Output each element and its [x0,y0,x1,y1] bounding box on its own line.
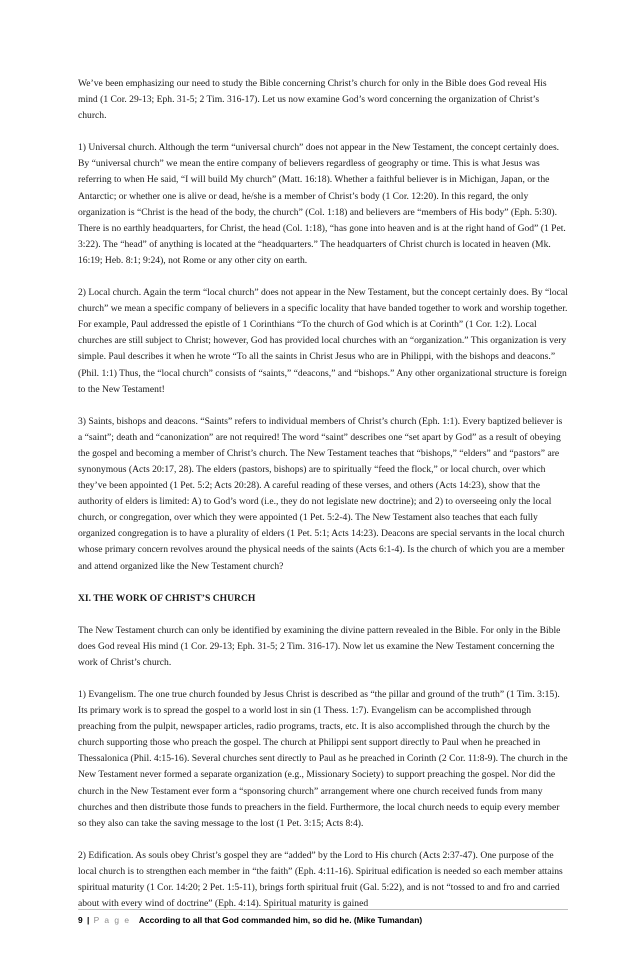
page-label: P a g e [93,915,131,925]
paragraph-edification: 2) Edification. As souls obey Christ’s gospel they are “added” by the Lord to His church (Acts 2:37-47). One purpose of the local church is to strengthen each member in “the faith” (Eph. 4:11-16). Spiritual edification is needed so each member attains spiritual maturity (1 Cor. 14:20; 2 Pet. 1:5-11), brings forth spiritual fruit (Gal. 5:22), and is not “tossed to and fro and carried about with every wind of doctrine” (Eph. 4:14). Spiritual maturity is gained [78,849,563,910]
page-body [78,76,568,928]
paragraph-work-intro: The New Testament church can only be identified by examining the divine pattern revealed in the Bible. For only in the Bible does God reveal His mind (1 Cor. 29-13; Eph. 31-5; 2 Tim. 316-17). Now let us examine the New Testament concerning the work of Christ’s church. [78,624,561,668]
paragraph-saints-bishops-deacons: 3) Saints, bishops and deacons. “Saints” refers to individual members of Christ’s church (Eph. 1:1). Every baptized believer is a “saint”; death and “canonization” are not required! The word “saint” describes one “set apart by God” as a result of obeying the gospel and becoming a member of Christ’s church. The New Testament teaches that “bishops,” “elders” and “pastors” are synonymous (Acts 20:17, 28). The elders (pastors, bishops) are to spiritually “feed the flock,” or local church, over which they’ve been appointed (1 Pet. 5:2; Acts 20:28). A careful reading of these verses, and others (Acts 14:23), show that the authority of elders is limited: A) to God’s word (i.e., they do not legislate new doctrine); and 2) to overseeing only the local church, or congregation, over which they were appointed (1 Pet. 5:2-4). The New Testament also teaches that each fully organized congregation is to have a plurality of elders (1 Pet. 5:1; Acts 14:23). Deacons are special servants in the local church whose primary concern revolves around the physical needs of the saints (Acts 6:1-4). Is the church of which you are a member and attend organized like the New Testament church? [78,415,565,572]
page-number: 9 [78,915,83,925]
footer-separator: | [87,915,90,925]
paragraph-universal-church: 1) Universal church. Although the term “universal church” does not appear in the New Testament, the concept certainly does. By “universal church” we mean the entire company of believers regardless of geography or time. This is what Jesus was referring to when He said, “I will build My church” (Matt. 16:18). Whether a faithful believer is in Michigan, Japan, or the Antarctic; or whether one is alive or dead, he/she is a member of Christ’s body (1 Cor. 12:20). In this regard, the only organization is “Christ is the head of the body, the church” (Col. 1:18) and believers are “members of His body” (Eph. 5:30). There is no earthly headquarters, for Christ, the head (Col. 1:18), “has gone into heaven and is at the right hand of God” (1 Pet. 3:22). The “head” of anything is located at the “headquarters.” The headquarters of Christ church is located in heaven (Mk. 16:19; Heb. 8:1; 9:24), not Rome or any other city on earth. [78,142,566,266]
paragraph-local-church: 2) Local church. Again the term “local church” does not appear in the New Testament, but the concept certainly does. By “local church” we mean a specific company of believers in a specific locality that have banded together to work and worship together. For example, Paul addressed the epistle of 1 Corinthians “To the church of God which is at Corinth” (1 Cor. 1:2). Local churches are still subject to Christ; however, God has provided local churches with an “organization.” This organization is very simple. Paul describes it when he wrote “To all the saints in Christ Jesus who are in Philippi, with the bishops and deacons.” (Phil. 1:1) Thus, the “local church” consists of “saints,” “deacons,” and “bishops.” Any other organizational structure is foreign to the New Testament! [78,287,568,395]
footer-tagline: According to all that God commanded him, so did he. (Mike Tumandan) [138,915,423,925]
paragraph-intro: We’ve been emphasizing our need to study the Bible concerning Christ’s church for only in the Bible does God reveal His mind (1 Cor. 29-13; Eph. 31-5; 2 Tim. 316-17). Let us now examine God’s word concerning the organization of Christ’s church. [78,78,547,122]
paragraph-evangelism: 1) Evangelism. The one true church founded by Jesus Christ is described as “the pillar and ground of the truth” (1 Tim. 3:15). Its primary work is to spread the gospel to a world lost in sin (1 Thess. 1:7). Evangelism can be accomplished through preaching from the pulpit, newspaper articles, radio programs, tracts, etc. It is also accomplished through the church by the church supporting those who preach the gospel. The church at Philippi sent support directly to Paul when he preached in Thessalonica (Phil. 4:15-16). Several churches sent directly to Paul as he preached in Corinth (2 Cor. 11:8-9). The church in the New Testament never formed a separate organization (e.g., Missionary Society) to support preaching the gospel. Nor did the church in the New Testament ever form a “sponsoring church” arrangement where one church received funds from many churches and then distribute those funds to preachers in the field. Furthermore, the local church needs to equip every member so they also can take the saving message to the lost (1 Pet. 3:15; Acts 8:4). [78,689,568,829]
page-footer [78,909,568,926]
section-heading: XI. THE WORK OF CHRIST’S CHURCH [78,592,256,604]
